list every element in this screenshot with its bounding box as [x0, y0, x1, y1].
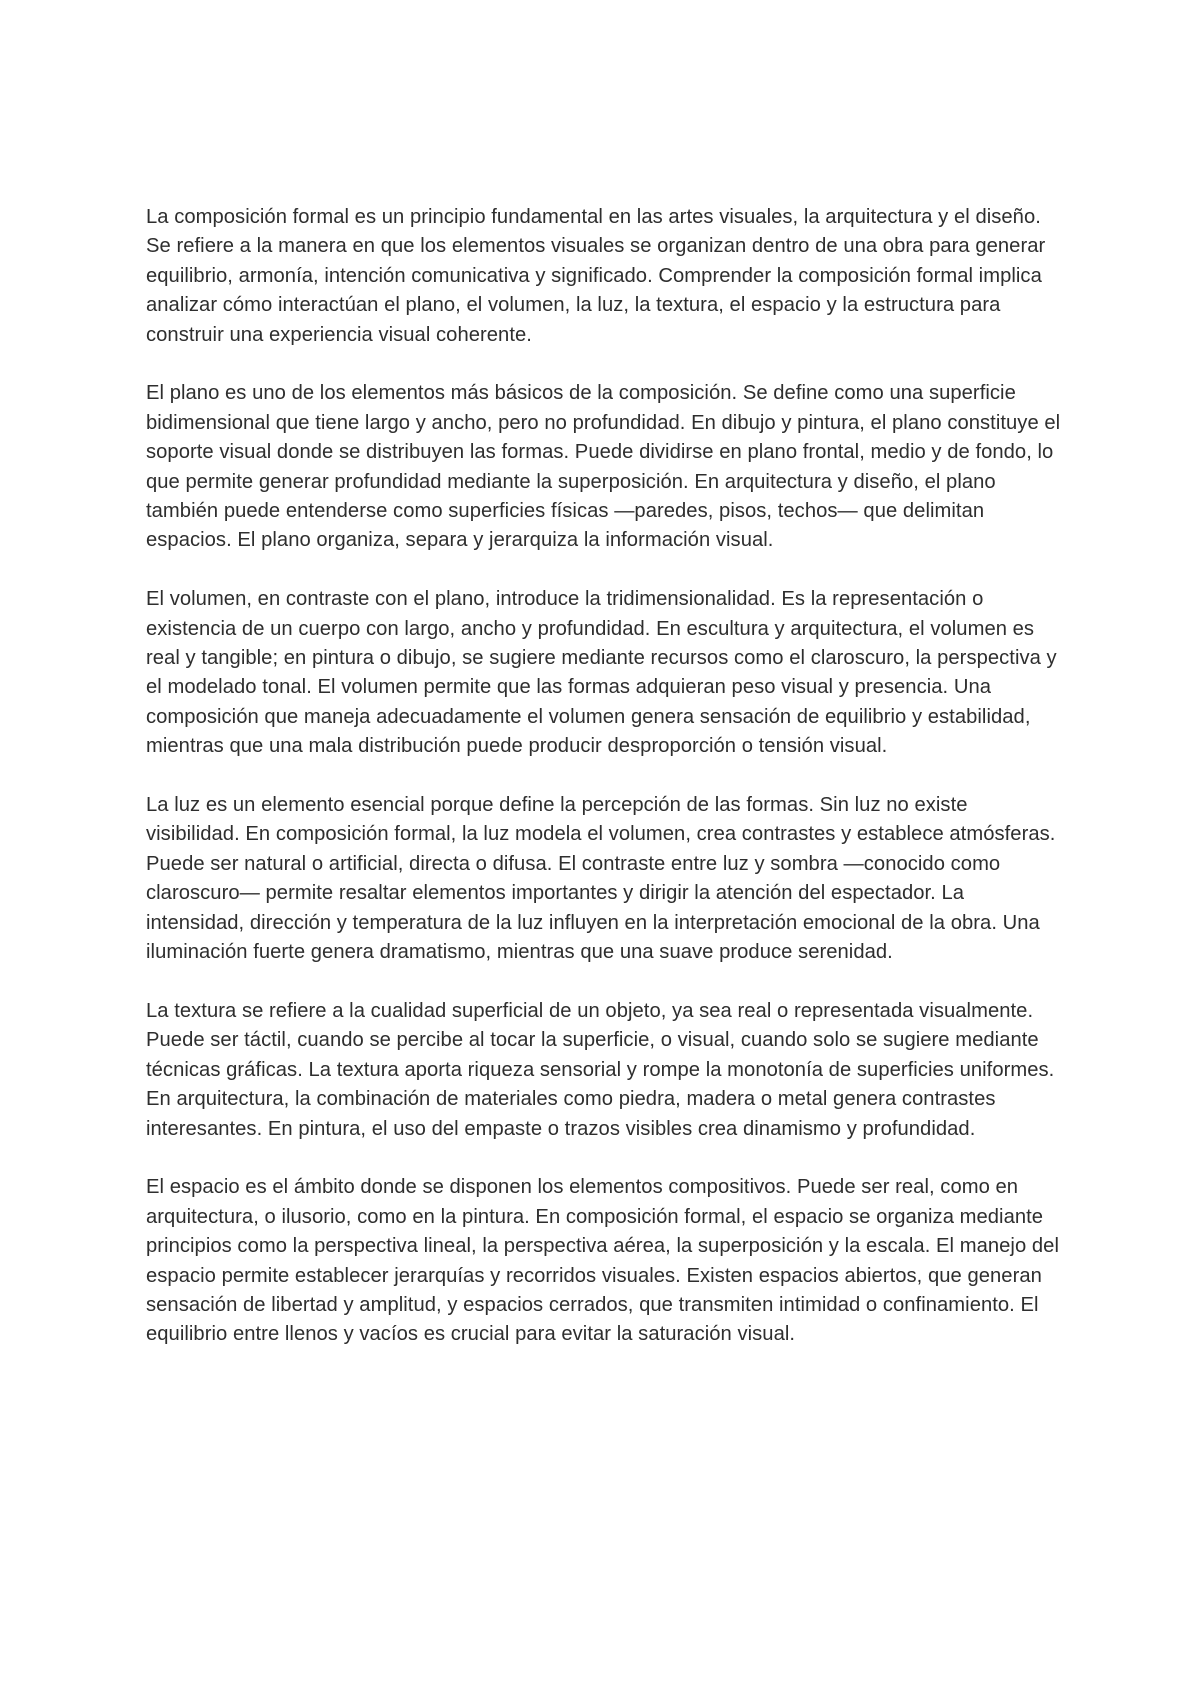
- paragraph-plano: El plano es uno de los elementos más básicos de la composición. Se define como una superficie bidimensional que tiene largo y ancho, pero no profundidad. En dibujo y pintura, el plano constituye el soporte visual donde se distribuyen las formas. Puede dividirse en plano frontal, medio y de fondo, lo que permite generar profundidad mediante la superposición. En arquitectura y diseño, el plano también puede entenderse como superficies físicas —paredes, pisos, techos— que delimitan espacios. El plano organiza, separa y jerarquiza la información visual.: [146, 382, 1061, 552]
- paragraph-textura: La textura se refiere a la cualidad superficial de un objeto, ya sea real o representada visualmente. Puede ser táctil, cuando se percibe al tocar la superficie, o visual, cuando solo se sugiere mediante técnicas gráficas. La textura aporta riqueza sensorial y rompe la monotonía de superficies uniformes. En arquitectura, la combinación de materiales como piedra, madera o metal genera contrastes interesantes. En pintura, el uso del empaste o trazos visibles crea dinamismo y profundidad.: [146, 999, 1055, 1140]
- paragraph-espacio: El espacio es el ámbito donde se disponen los elementos compositivos. Puede ser real, como en arquitectura, o ilusorio, como en la pintura. En composición formal, el espacio se organiza mediante principios como la perspectiva lineal, la perspectiva aérea, la superposición y la escala. El manejo del espacio permite establecer jerarquías y recorridos visuales. Existen espacios abiertos, que generan sensación de libertad y amplitud, y espacios cerrados, que transmiten intimidad o confinamiento. El equilibrio entre llenos y vacíos es crucial para evitar la saturación visual.: [146, 1176, 1059, 1346]
- paragraph-luz: La luz es un elemento esencial porque define la percepción de las formas. Sin luz no existe visibilidad. En composición formal, la luz modela el volumen, crea contrastes y establece atmósferas. Puede ser natural o artificial, directa o difusa. El contraste entre luz y sombra —conocido como claroscuro— permite resaltar elementos importantes y dirigir la atención del espectador. La intensidad, dirección y temperatura de la luz influyen en la interpretación emocional de la obra. Una iluminación fuerte genera dramatismo, mientras que una suave produce serenidad.: [146, 794, 1056, 964]
- paragraph-volumen: El volumen, en contraste con el plano, introduce la tridimensionalidad. Es la representación o existencia de un cuerpo con largo, ancho y profundidad. En escultura y arquitectura, el volumen es real y tangible; en pintura o dibujo, se sugiere mediante recursos como el claroscuro, la perspectiva y el modelado tonal. El volumen permite que las formas adquieran peso visual y presencia. Una composición que maneja adecuadamente el volumen genera sensación de equilibrio y estabilidad, mientras que una mala distribución puede producir desproporción o tensión visual.: [146, 588, 1057, 758]
- document-body: [146, 203, 1064, 1350]
- paragraph-intro: La composición formal es un principio fundamental en las artes visuales, la arquitectura y el diseño. Se refiere a la manera en que los elementos visuales se organizan dentro de una obra para generar equilibrio, armonía, intención comunicativa y significado. Comprender la composición formal implica analizar cómo interactúan el plano, el volumen, la luz, la textura, el espacio y la estructura para construir una experiencia visual coherente.: [146, 206, 1046, 346]
